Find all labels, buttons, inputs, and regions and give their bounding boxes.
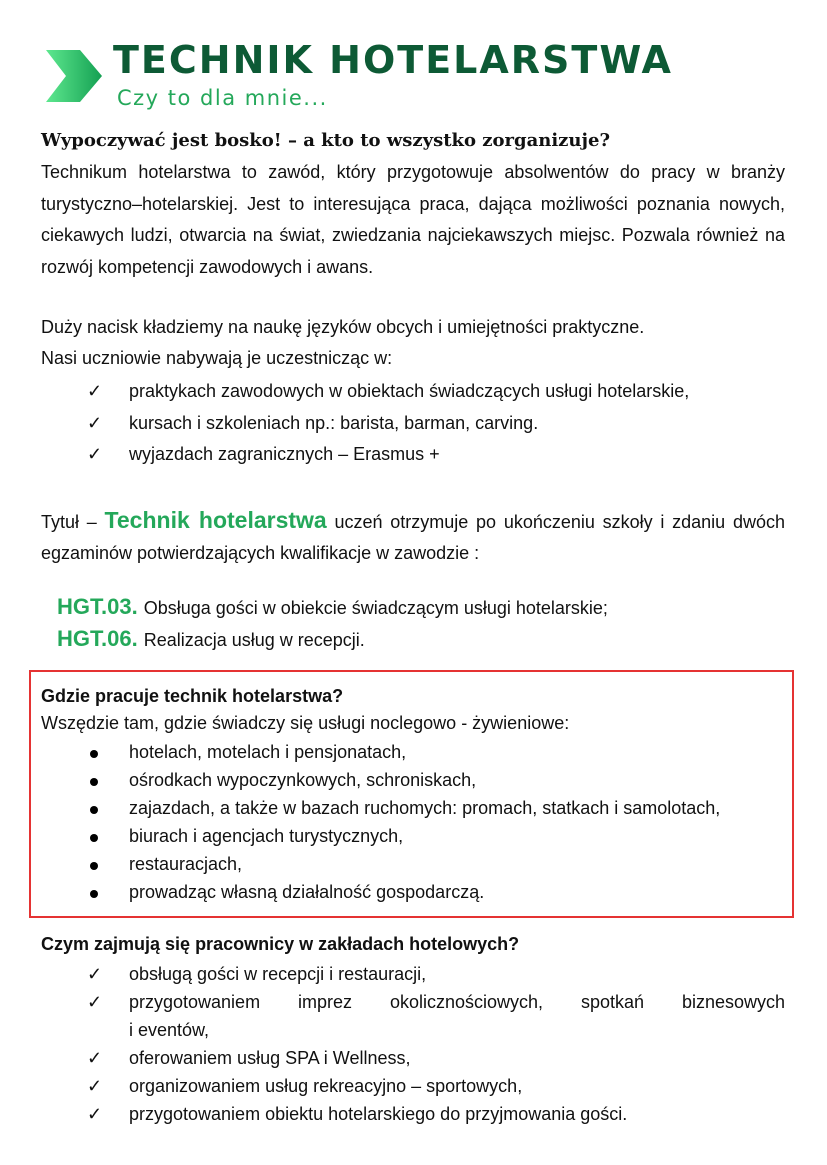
list-item: ✓ oferowaniem usług SPA i Wellness, (87, 1044, 785, 1072)
checkmark-icon: ✓ (87, 444, 103, 464)
intro-heading: Wypoczywać jest bosko! – a kto to wszystko zorganizuje? (41, 130, 610, 151)
checkmark-icon: ✓ (87, 412, 103, 433)
page-subtitle: Czy to dla mnie... (117, 86, 328, 110)
checkmark-icon: ✓ (87, 381, 103, 401)
practice-list (87, 376, 689, 471)
bullet-icon (90, 778, 98, 786)
list-item: ✓ obsługą gości w recepcji i restauracji, (87, 960, 785, 988)
page-title: TECHNIK HOTELARSTWA (113, 38, 673, 82)
list-item: ✓ kursach i szkoleniach np.: barista, barman, carving. (87, 408, 689, 440)
bullet-icon (90, 834, 98, 842)
list-item: zajazdach, a także w bazach ruchomych: promach, statkach i samolotach, (87, 794, 720, 822)
qualification-code: HGT.06. (57, 626, 138, 651)
list-item: biurach i agencjach turystycznych, (87, 822, 720, 850)
practice-line-1: Duży nacisk kładziemy na naukę języków obcych i umiejętności praktyczne. (41, 317, 645, 337)
tasks-heading: Czym zajmują się pracownicy w zakładach hotelowych? (41, 934, 520, 954)
list-item: ośrodkach wypoczynkowych, schroniskach, (87, 766, 720, 794)
qualification-item: HGT.06. Realizacja usług w recepcji. (57, 626, 365, 651)
list-item: ✓ przygotowaniem imprez okolicznościowych, spotkań biznesowych i eventów, (87, 988, 785, 1044)
checkmark-icon: ✓ (87, 992, 103, 1012)
list-item: ✓ organizowaniem usług rekreacyjno – sportowych, (87, 1072, 785, 1100)
qualification-code: HGT.03. (57, 594, 138, 619)
workplaces-list (87, 738, 720, 906)
list-item: hotelach, motelach i pensjonatach, (87, 738, 720, 766)
list-item: restauracjach, (87, 850, 720, 878)
bullet-icon (90, 890, 98, 898)
checkmark-icon: ✓ (87, 1048, 103, 1068)
bullet-icon (90, 750, 98, 758)
checkmark-icon: ✓ (87, 1076, 103, 1096)
list-item: ✓ praktykach zawodowych w obiektach świadczących usługi hotelarskie, (87, 376, 689, 408)
bullet-icon (90, 862, 98, 870)
profession-name: Technik hotelarstwa (104, 507, 327, 533)
workplaces-intro: Wszędzie tam, gdzie świadczy się usługi noclegowo - żywieniowe: (41, 713, 570, 733)
list-item: prowadząc własną działalność gospodarczą. (87, 878, 720, 906)
qualification-item: HGT.03. Obsługa gości w obiekcie świadczącym usługi hotelarskie; (57, 594, 608, 619)
bullet-icon (90, 806, 98, 814)
workplaces-heading: Gdzie pracuje technik hotelarstwa? (41, 686, 344, 706)
checkmark-icon: ✓ (87, 964, 103, 984)
chevron-right-icon (46, 50, 102, 102)
practice-line-2: Nasi uczniowie nabywają je uczestnicząc w: (41, 348, 393, 368)
list-item: ✓ przygotowaniem obiektu hotelarskiego do przyjmowania gości. (87, 1100, 785, 1128)
title-paragraph: Tytuł – Technik hotelarstwa uczeń otrzymuje po ukończeniu szkoły i zdaniu dwóch egzaminów potwierdzających kwalifikacje w zawodzie : (41, 507, 785, 563)
checkmark-icon: ✓ (87, 1104, 103, 1124)
list-item: ✓ wyjazdach zagranicznych – Erasmus + (87, 439, 689, 471)
intro-paragraph: Technikum hotelarstwa to zawód, który przygotowuje absolwentów do pracy w branży turystyczno–hotelarskiej. Jest to interesująca praca, dająca możliwości poznania nowych, ciekawych ludzi, otwarcia na świat, zwiedzania najciekawszych miejsc. Pozwala również na rozwój kompetencji zawodowych i awans. (41, 162, 785, 277)
tasks-list (87, 960, 785, 1128)
